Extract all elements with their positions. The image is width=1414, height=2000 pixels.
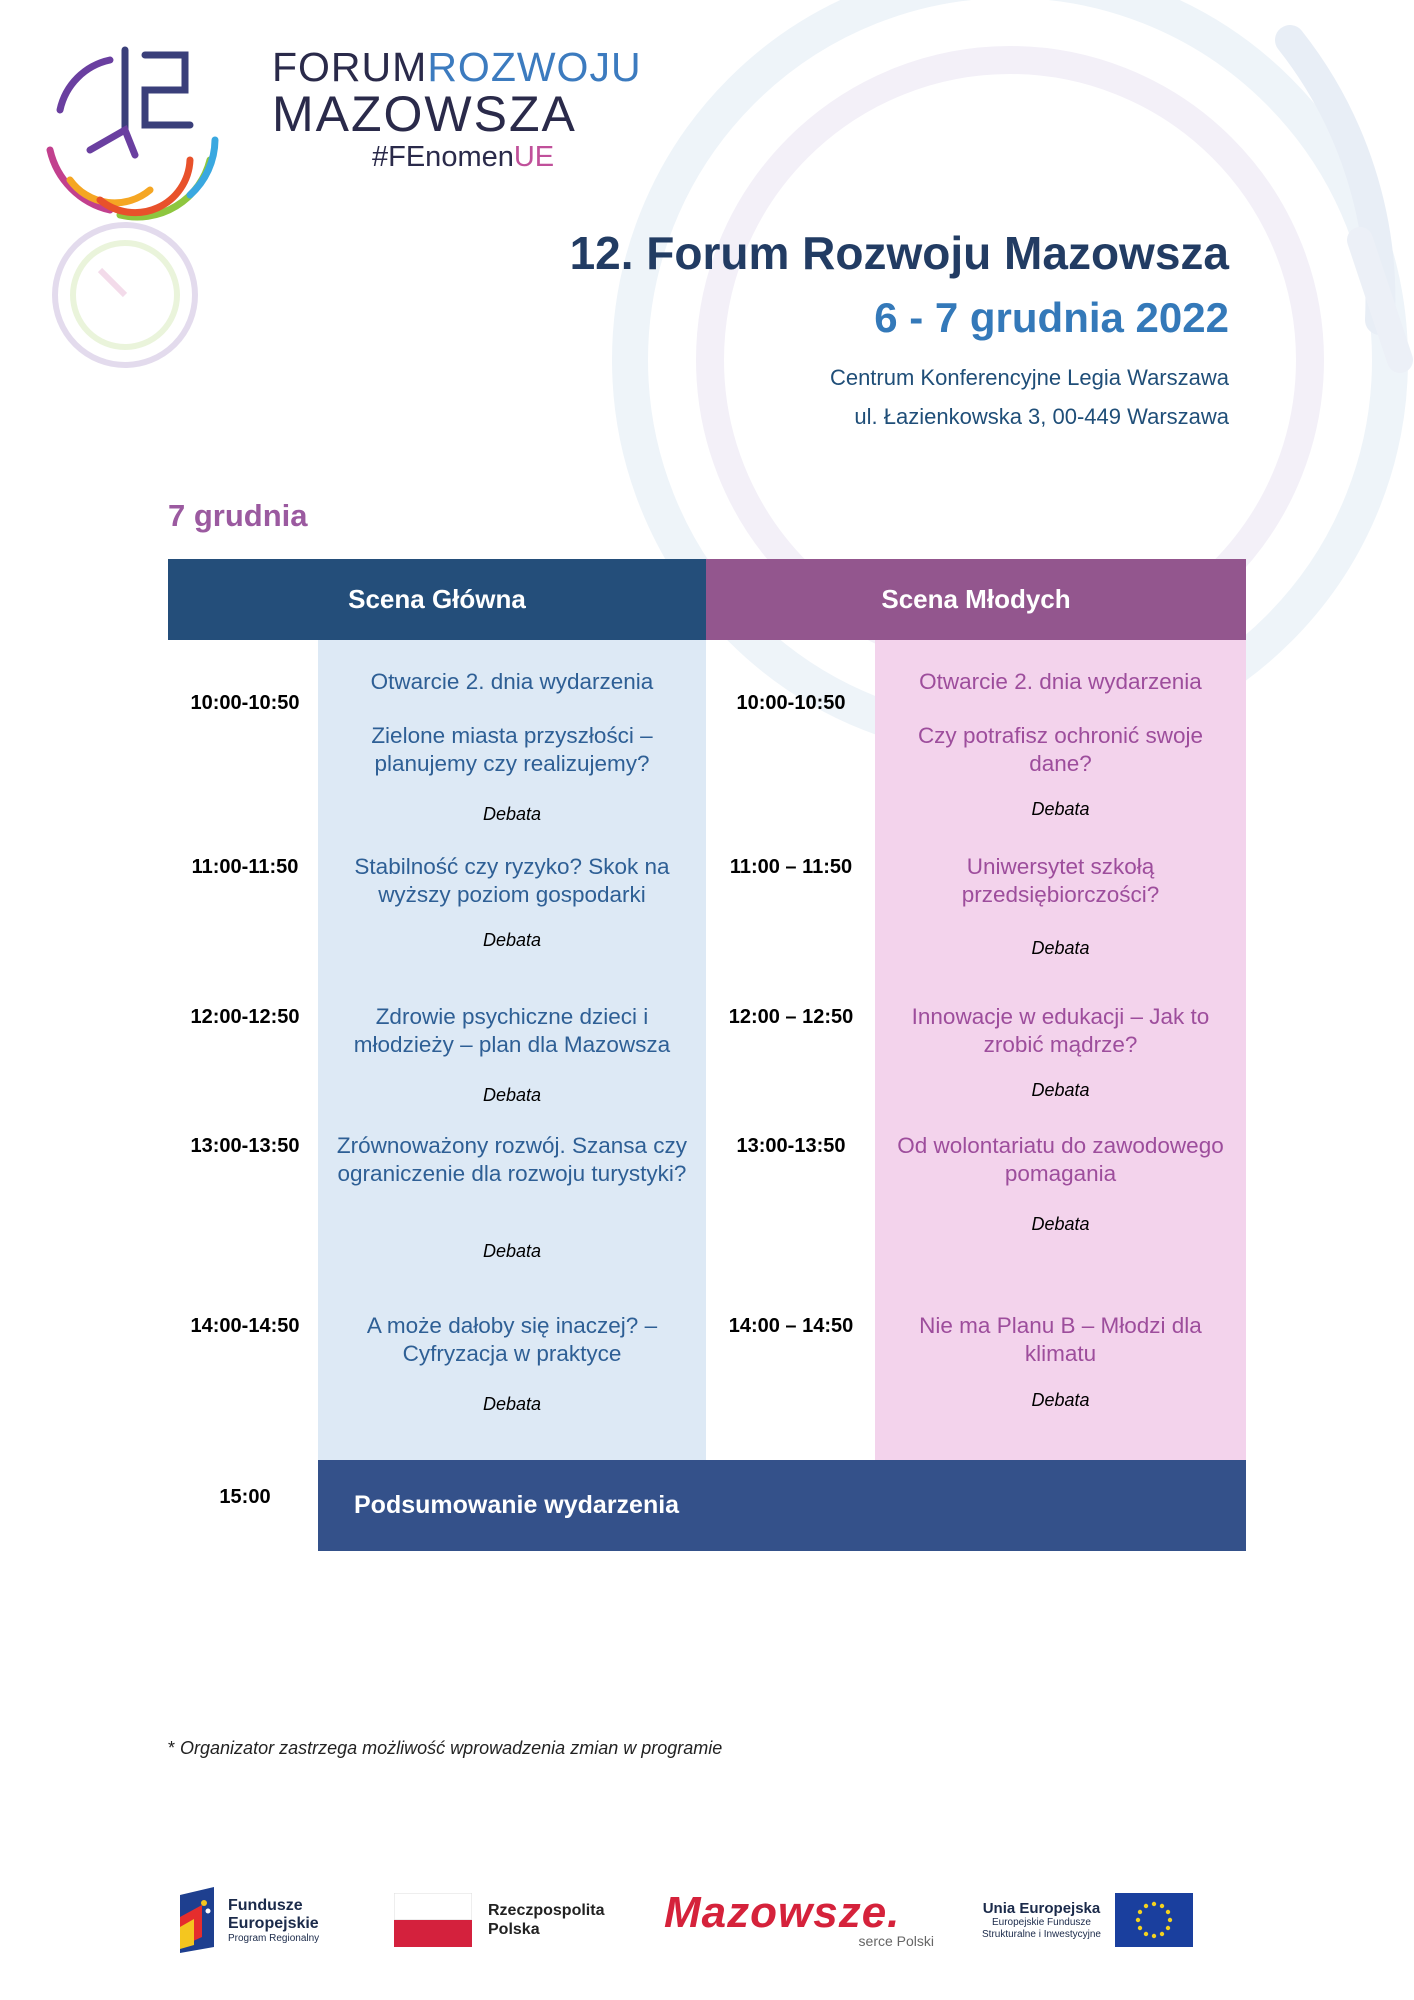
- eu-flag-icon: [1115, 1893, 1193, 1947]
- mazowsze-sub: serce Polski: [858, 1933, 934, 1949]
- main-session-format: Debata: [482, 1085, 542, 1105]
- young-session-title: Nie ma Planu B – Młodzi dla klimatu: [919, 1313, 1202, 1366]
- forum-12-circle-logo-icon: [40, 40, 230, 380]
- summary-banner: [318, 1460, 1246, 1551]
- young-time: 12:00 – 12:50: [728, 1006, 854, 1028]
- young-time: 10:00-10:50: [736, 692, 846, 714]
- main-time: 13:00-13:50: [190, 1135, 300, 1157]
- main-session-format: Debata: [482, 804, 542, 824]
- polish-flag-icon: [394, 1893, 472, 1947]
- unia-europejska-logo: [982, 1880, 1193, 1960]
- main-session-title: Zielone miasta przyszłości – planujemy czy realizujemy?: [371, 723, 653, 776]
- rzeczpospolita-polska-logo: [394, 1880, 604, 1960]
- young-session-title: Innowacje w edukacji – Jak to zrobić mądrze?: [911, 1004, 1210, 1057]
- main-session-title: A może dałoby się inaczej? – Cyfryzacja w praktyce: [366, 1313, 658, 1366]
- rp-line2: Polska: [488, 1921, 540, 1938]
- mazowsze-wordmark: Mazowsze.: [664, 1888, 901, 1937]
- young-session-format: Debata: [1031, 1390, 1090, 1410]
- mazowsze-logo: [664, 1880, 934, 1960]
- main-time: 11:00-11:50: [191, 856, 299, 878]
- young-session-title: Otwarcie 2. dnia wydarzenia: [919, 669, 1202, 694]
- brand-forum: FORUM: [272, 44, 428, 90]
- brand-mazowsza: MAZOWSZA: [272, 86, 577, 142]
- fe-line2: Europejskie: [228, 1914, 319, 1932]
- brand-ue: UE: [513, 141, 555, 173]
- rp-line1: Rzeczpospolita: [488, 1902, 605, 1919]
- main-time: 10:00-10:50: [190, 692, 300, 714]
- fundusze-europejskie-logo: [180, 1880, 319, 1960]
- young-session-format: Debata: [1031, 938, 1090, 958]
- main-session-title: Zdrowie psychiczne dzieci i młodzieży – plan dla Mazowsza: [353, 1004, 671, 1057]
- main-stage-header: Scena Główna: [168, 559, 706, 640]
- summary-time: 15:00: [219, 1486, 271, 1508]
- main-session-title: Otwarcie 2. dnia wydarzenia: [370, 669, 654, 694]
- main-session-format: Debata: [482, 930, 542, 950]
- ue-sub2: Strukturalne i Inwestycyjne: [982, 1928, 1101, 1940]
- young-time: 13:00-13:50: [736, 1135, 846, 1157]
- young-session-title: Czy potrafisz ochronić swoje dane?: [917, 723, 1204, 776]
- fe-sub: Program Regionalny: [228, 1932, 320, 1944]
- young-time: 14:00 – 14:50: [728, 1315, 854, 1337]
- main-time: 12:00-12:50: [190, 1006, 300, 1028]
- young-stage-header: Scena Młodych: [706, 559, 1246, 640]
- young-session-format: Debata: [1031, 1080, 1090, 1100]
- young-session-format: Debata: [1031, 1214, 1090, 1234]
- forum-brand-wordmark: [272, 44, 642, 174]
- ue-sub1: Europejskie Fundusze: [992, 1916, 1091, 1928]
- brand-fenomen: #FEnomen: [372, 141, 514, 173]
- main-session-format: Debata: [482, 1241, 542, 1261]
- main-session-title: Zrównoważony rozwój. Szansa czy ograniczenie dla rozwoju turystyki?: [336, 1133, 688, 1186]
- young-session-format: Debata: [1031, 799, 1090, 819]
- young-session-title: Od wolontariatu do zawodowego pomagania: [897, 1133, 1224, 1186]
- footnote-text: Organizator zastrzega możliwość wprowadzenia zmian w programie: [180, 1738, 723, 1758]
- brand-rozwoju: ROZWOJU: [427, 44, 642, 90]
- event-venue: [830, 358, 1229, 436]
- event-title: 12. Forum Rozwoju Mazowsza: [569, 227, 1229, 279]
- summary-label: Podsumowanie wydarzenia: [354, 1491, 680, 1519]
- footnote-star: *: [168, 1738, 176, 1758]
- main-session-title: Stabilność czy ryzyko? Skok na wyższy poziom gospodarki: [354, 854, 670, 907]
- venue-name: Centrum Konferencyjne Legia Warszawa: [829, 365, 1229, 390]
- fundusze-europejskie-icon: [180, 1887, 218, 1953]
- young-session-title: Uniwersytet szkołą przedsiębiorczości?: [961, 854, 1160, 907]
- event-dates: 6 - 7 grudnia 2022: [874, 294, 1229, 341]
- venue-address: ul. Łazienkowska 3, 00-449 Warszawa: [854, 404, 1229, 429]
- footnote: [168, 1738, 722, 1759]
- day-heading: 7 grudnia: [168, 498, 308, 533]
- fe-line1: Fundusze: [228, 1896, 303, 1914]
- young-time: 11:00 – 11:50: [729, 856, 853, 878]
- main-time: 14:00-14:50: [190, 1315, 300, 1337]
- ue-title: Unia Europejska: [982, 1899, 1101, 1917]
- main-session-format: Debata: [482, 1394, 542, 1414]
